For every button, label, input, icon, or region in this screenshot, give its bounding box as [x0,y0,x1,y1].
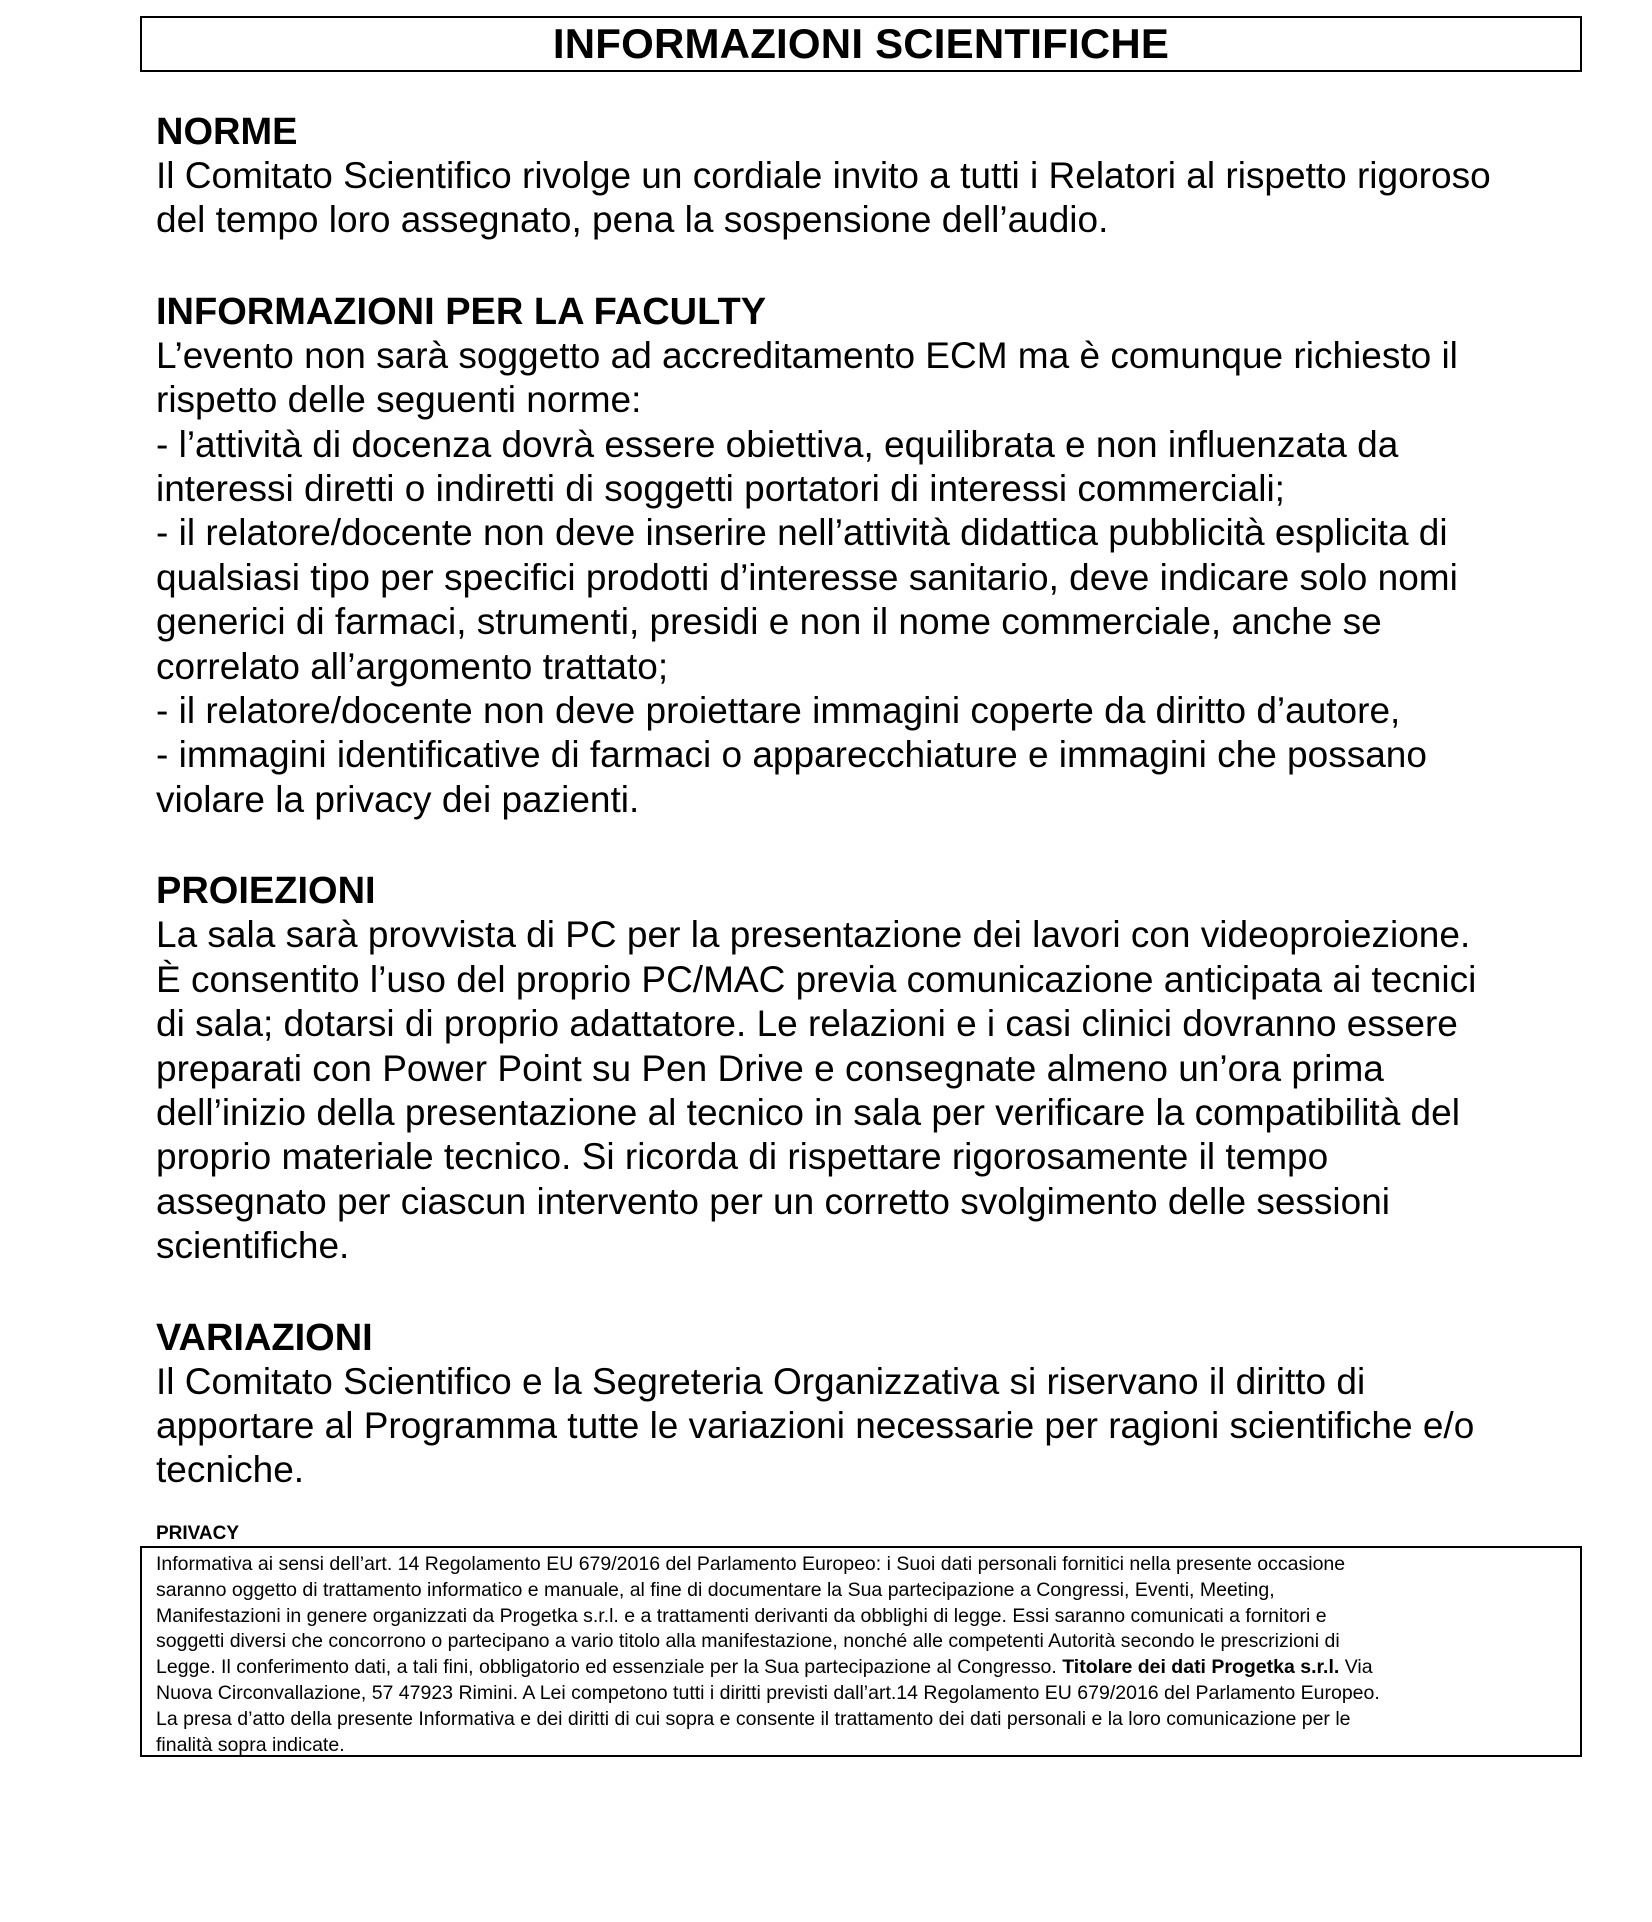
section-variazioni [156,1316,1576,1493]
privacy-text-part1: Informativa ai sensi dell’art. 14 Regolamento EU 679/2016 del Parlamento Europeo: i Suoi dati personali fornitici nella presente occasione saranno oggetto di trattamento informatico e manuale, al fine di documentare la Sua partecipazione a Congressi, Eventi, Meeting, Manifestazioni in genere organizzati da Progetka s.r.l. e a trattamenti derivanti da obblighi di legge. Essi saranno comunicati a fornitori e soggetti diversi che concorrono o partecipano a vario titolo alla manifestazione, nonché alle competenti Autorità secondo le prescrizioni di Legge. Il conferimento dati, a tali fini, obbligatorio ed essenziale per la Sua partecipazione al Congresso. [156,1553,1346,1679]
section-heading: NORME [156,111,298,153]
section-norme [156,110,1576,243]
section-proiezioni [156,869,1576,1268]
section-body: La sala sarà provvista di PC per la presentazione dei lavori con videoproiezione. È consentito l’uso del proprio PC/MAC previa comunicazione anticipata ai tecnici di sala; dotarsi di proprio adattatore. Le relazioni e i casi clinici dovranno essere preparati con Power Point su Pen Drive e consegnate almeno un’ora prima dell’inizio della presentazione al tecnico in sala per verificare la compatibilità del proprio materiale tecnico. Si ricorda di rispettare rigorosamente il tempo assegnato per ciascun intervento per un corretto svolgimento delle sessioni scientifiche. [156,914,1477,1267]
section-body: Il Comitato Scientifico e la Segreteria Organizzativa si riservano il diritto di apportare al Programma tutte le variazioni necessarie per ragioni scientifiche e/o tecniche. [156,1360,1475,1491]
section-body: L’evento non sarà soggetto ad accreditamento ECM ma è comunque richiesto il rispetto delle seguenti norme: - l’attività di docenza dovrà essere obiettiva, equilibrata e non influenzata da interessi diretti o indiretti di soggetti portatori di interessi commerciali; - il relatore/docente non deve inserire nell’attività didattica pubblicità esplicita di qualsiasi tipo per specifici prodotti d’interesse sanitario, deve indicare solo nomi generici di farmaci, strumenti, presidi e non il nome commerciale, anche se correlato all’argomento trattato; - il relatore/docente non deve proiettare immagini coperte da diritto d’autore, - immagini identificative di farmaci o apparecchiature e immagini che possano violare la privacy dei pazienti. [156,334,1458,820]
section-heading: VARIAZIONI [156,1316,373,1359]
privacy-data-controller: Titolare dei dati Progetka s.r.l. [1062,1656,1340,1679]
title-box [140,16,1582,72]
section-heading: PROIEZIONI [156,870,376,913]
privacy-text [156,1552,1570,1758]
section-body: Il Comitato Scientifico rivolge un cordiale invito a tutti i Relatori al rispetto rigoroso del tempo loro assegnato, pena la sospensione dell’audio. [156,155,1491,241]
privacy-box [140,1546,1582,1757]
section-faculty [156,290,1576,822]
privacy-text-part2: Via Nuova Circonvallazione, 57 47923 Rimini. A Lei competono tutti i diritti previsti dall’art.14 Regolamento EU 679/2016 del Parlamento Europeo. La presa d’atto della presente Informativa e dei diritti di cui sopra e consente il trattamento dei dati personali e la loro comunicazione per le finalità sopra indicate. [156,1656,1380,1756]
section-heading: INFORMAZIONI PER LA FACULTY [156,290,767,333]
main-content [156,110,1576,1540]
corner-decoration [129,0,251,13]
page-title: INFORMAZIONI SCIENTIFICHE [552,20,1170,67]
privacy-label: PRIVACY [156,1523,240,1544]
